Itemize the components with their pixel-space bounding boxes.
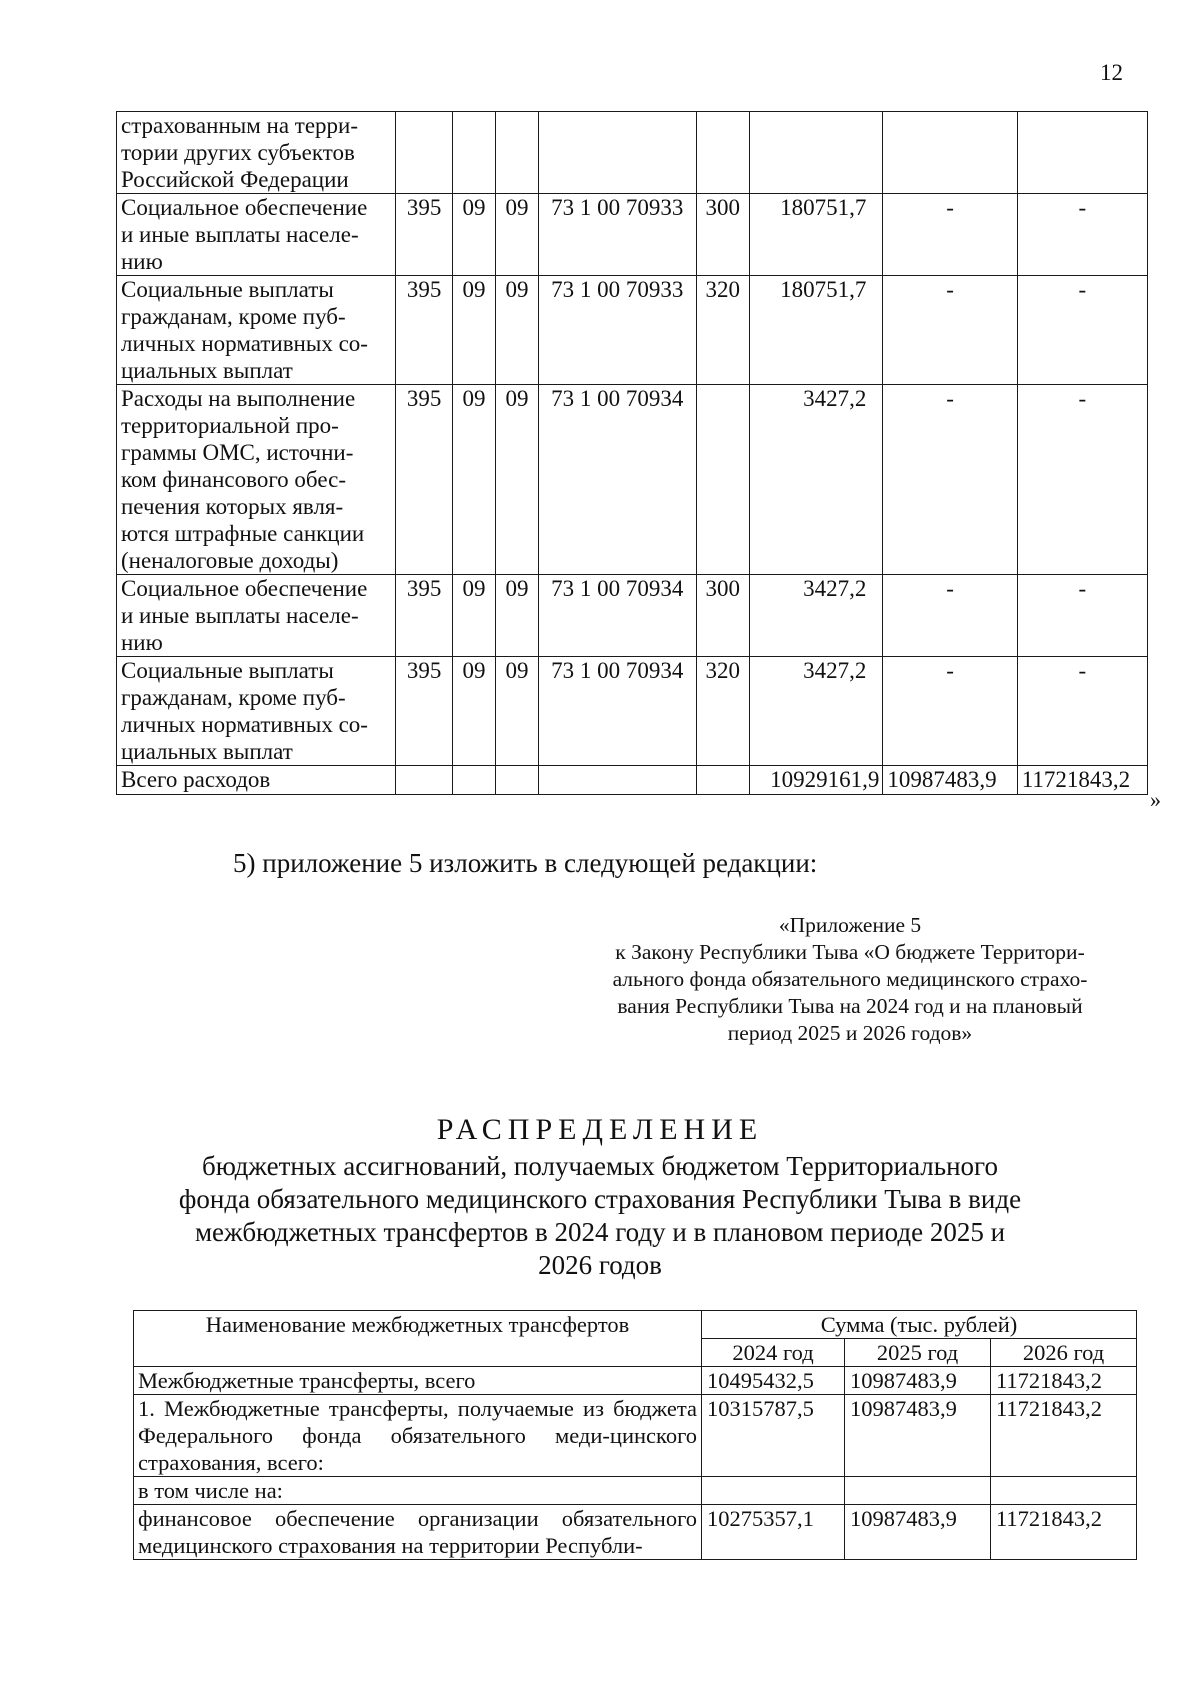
expense-row xyxy=(117,276,1148,385)
closing-quote: » xyxy=(1150,787,1161,812)
code-target: 73 1 00 70934 xyxy=(539,657,696,766)
code-expense-type xyxy=(696,385,750,575)
header-year-2025: 2025 год xyxy=(845,1339,991,1367)
transfer-row xyxy=(134,1367,1137,1395)
code-section: 09 xyxy=(452,657,495,766)
empty-cell xyxy=(396,766,453,795)
code-section: 09 xyxy=(452,194,495,276)
code-target: 73 1 00 70933 xyxy=(539,276,696,385)
expense-name: Социальное обеспечение и иные выплаты населе- нию xyxy=(117,575,396,657)
header-transfer-name: Наименование межбюджетных трансфертов xyxy=(134,1311,702,1367)
header-sum: Сумма (тыс. рублей) xyxy=(702,1311,1137,1339)
expense-row xyxy=(117,657,1148,766)
code-section: 09 xyxy=(452,575,495,657)
transfer-row xyxy=(134,1395,1137,1477)
expenses-table xyxy=(116,111,1148,795)
code-admin: 395 xyxy=(396,657,453,766)
transfer-2025: 10987483,9 xyxy=(845,1395,991,1477)
code-section xyxy=(452,112,495,194)
empty-cell xyxy=(495,766,538,795)
code-subsection: 09 xyxy=(495,276,538,385)
code-target: 73 1 00 70933 xyxy=(539,194,696,276)
expense-row xyxy=(117,575,1148,657)
code-expense-type: 320 xyxy=(696,276,750,385)
expense-name: страхованным на терри- тории других субъектов Российской Федерации xyxy=(117,112,396,194)
total-label: Всего расходов xyxy=(117,766,396,795)
appendix-note: «Приложение 5 к Закону Республики Тыва «О бюджете Территори- ального фонда обязательного медицинского страхо- вания Республики Тыва на 2024 год и на плановый период 2025 и 2026 годов» xyxy=(612,913,1088,1045)
amount-2026: - xyxy=(1017,194,1147,276)
transfer-2026: 11721843,2 xyxy=(991,1505,1137,1560)
transfers-table xyxy=(133,1310,1137,1560)
transfer-2024: 10495432,5 xyxy=(702,1367,845,1395)
transfer-name: 1. Межбюджетные трансферты, получаемые из бюджета Федерального фонда обязательного меди-цинского страхования, всего: xyxy=(134,1395,702,1477)
transfer-2026: 11721843,2 xyxy=(991,1367,1137,1395)
expense-name: Социальные выплаты гражданам, кроме пуб- личных нормативных со- циальных выплат xyxy=(117,276,396,385)
transfer-row xyxy=(134,1505,1137,1560)
code-admin: 395 xyxy=(396,385,453,575)
amount-2026: - xyxy=(1017,276,1147,385)
amendment-text: 5) приложение 5 изложить в следующей редакции: xyxy=(233,848,818,878)
code-subsection: 09 xyxy=(495,194,538,276)
code-expense-type: 300 xyxy=(696,575,750,657)
code-target: 73 1 00 70934 xyxy=(539,575,696,657)
code-target xyxy=(539,112,696,194)
page-number: 12 xyxy=(1100,60,1123,85)
transfer-2026 xyxy=(991,1477,1137,1505)
transfer-2026: 11721843,2 xyxy=(991,1395,1137,1477)
total-2025: 10987483,9 xyxy=(883,766,1017,795)
code-expense-type: 300 xyxy=(696,194,750,276)
distribution-heading: РАСПРЕДЕЛЕНИЕ xyxy=(436,1113,764,1146)
empty-cell xyxy=(452,766,495,795)
amount-2025 xyxy=(883,112,1017,194)
code-subsection: 09 xyxy=(495,657,538,766)
expense-name: Социальные выплаты гражданам, кроме пуб- личных нормативных со- циальных выплат xyxy=(117,657,396,766)
transfer-name: финансовое обеспечение организации обязательного медицинского страхования на территории Республи- xyxy=(134,1505,702,1560)
amount-2026: - xyxy=(1017,657,1147,766)
amount-2024: 3427,2 xyxy=(750,575,883,657)
code-expense-type: 320 xyxy=(696,657,750,766)
code-target: 73 1 00 70934 xyxy=(539,385,696,575)
amount-2024: 3427,2 xyxy=(750,657,883,766)
total-2026: 11721843,2 xyxy=(1017,766,1147,795)
expense-name: Расходы на выполнение территориальной про- граммы ОМС, источни- ком финансового обес- печения которых явля- ются штрафные санкции (неналоговые доходы) xyxy=(117,385,396,575)
empty-cell xyxy=(539,766,696,795)
amount-2025: - xyxy=(883,385,1017,575)
code-admin: 395 xyxy=(396,575,453,657)
code-section: 09 xyxy=(452,276,495,385)
amount-2024 xyxy=(750,112,883,194)
amount-2024: 180751,7 xyxy=(750,194,883,276)
code-subsection: 09 xyxy=(495,385,538,575)
code-subsection xyxy=(495,112,538,194)
amount-2024: 3427,2 xyxy=(750,385,883,575)
transfer-row xyxy=(134,1477,1137,1505)
empty-cell xyxy=(696,766,750,795)
amount-2024: 180751,7 xyxy=(750,276,883,385)
amount-2025: - xyxy=(883,575,1017,657)
code-admin: 395 xyxy=(396,194,453,276)
expense-name: Социальное обеспечение и иные выплаты населе- нию xyxy=(117,194,396,276)
amount-2026: - xyxy=(1017,575,1147,657)
expense-row xyxy=(117,194,1148,276)
code-section: 09 xyxy=(452,385,495,575)
code-admin: 395 xyxy=(396,276,453,385)
transfer-2024: 10275357,1 xyxy=(702,1505,845,1560)
code-subsection: 09 xyxy=(495,575,538,657)
transfers-header-row xyxy=(134,1311,1137,1339)
transfer-name: Межбюджетные трансферты, всего xyxy=(134,1367,702,1395)
header-year-2026: 2026 год xyxy=(991,1339,1137,1367)
amount-2025: - xyxy=(883,194,1017,276)
transfer-2025: 10987483,9 xyxy=(845,1367,991,1395)
total-2024: 10929161,9 xyxy=(750,766,883,795)
amount-2025: - xyxy=(883,657,1017,766)
distribution-subtitle: бюджетных ассигнований, получаемых бюджетом Территориального фонда обязательного медицинского страхования Республики Тыва в виде межбюджетных трансфертов в 2024 году и в плановом периоде 2025 и 2026 годов xyxy=(178,1151,1022,1280)
header-year-2024: 2024 год xyxy=(702,1339,845,1367)
expense-row xyxy=(117,112,1148,194)
transfer-2024: 10315787,5 xyxy=(702,1395,845,1477)
amount-2026 xyxy=(1017,112,1147,194)
transfer-2025 xyxy=(845,1477,991,1505)
expense-total-row xyxy=(117,766,1148,795)
transfer-name: в том числе на: xyxy=(134,1477,702,1505)
amount-2026: - xyxy=(1017,385,1147,575)
code-expense-type xyxy=(696,112,750,194)
code-admin xyxy=(396,112,453,194)
transfer-2024 xyxy=(702,1477,845,1505)
transfer-2025: 10987483,9 xyxy=(845,1505,991,1560)
amount-2025: - xyxy=(883,276,1017,385)
expense-row xyxy=(117,385,1148,575)
